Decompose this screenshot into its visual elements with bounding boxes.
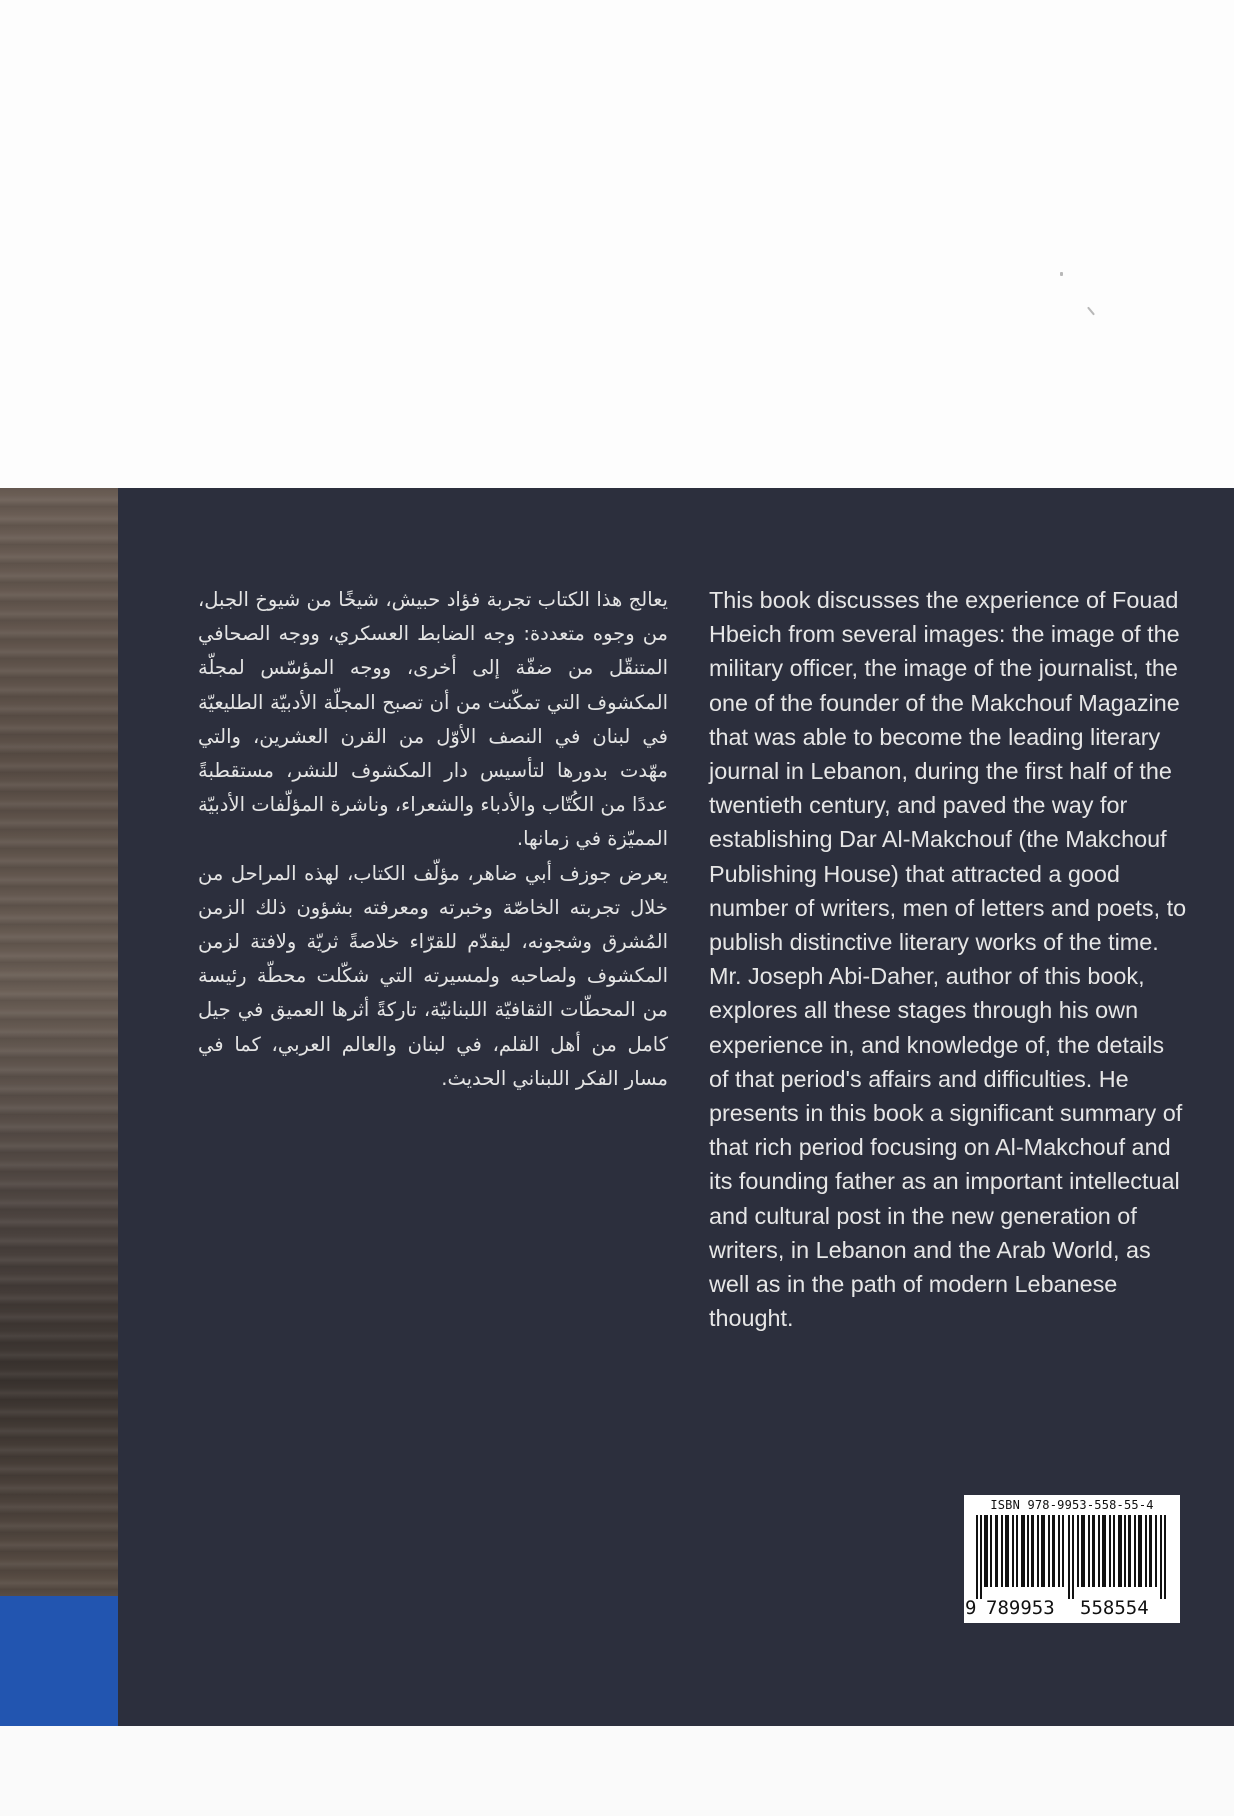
barcode-digits-left: 789953 [986,1597,1055,1619]
barcode-bars [970,1515,1174,1599]
arabic-paragraph-1: يعالج هذا الكتاب تجربة فؤاد حبيش، شيخًا من شيوخ الجبل، من وجوه متعددة: وجه الضابط العسكري، ووجه الصحافي المتنقّل من ضفّة إلى أخرى، ووجه المؤسّس لمجلّة المكشوف التي تمكّنت من أن تصبح المجلّة الأدبيّة الطليعيّة في لبنان في النصف الأوّل من القرن العشرين، والتي مهّدت بدورها لتأسيس دار المكشوف للنشر، مستقطبةً عددًا من الكُتّاب والأدباء والشعراء، وناشرة المؤلّفات الأدبيّة المميّزة في زمانها. [198,588,668,851]
barcode-digits [964,1597,1180,1621]
barcode-digit-first: 9 [965,1597,977,1619]
english-paragraph-2: Mr. Joseph Abi-Daher, author of this book, explores all these stages through his own experience in, and knowledge of, the details of that period's affairs and difficulties. He presents in this book a significant summary of that rich period focusing on Al-Makchouf and its founding father as an important intellectual and cultural post in the new generation of writers, in Lebanon and the Arab World, as well as in the path of modern Lebanese thought. [709,963,1183,1332]
blank-top-area [0,0,1234,488]
isbn-barcode [964,1495,1180,1623]
barcode-digits-right: 558554 [1080,1597,1149,1619]
arabic-paragraph-2: يعرض جوزف أبي ضاهر، مؤلّف الكتاب، لهذه المراحل من خلال تجربته الخاصّة وخبرته ومعرفته بشؤون ذلك الزمن المُشرق وشجونه، ليقدّم للقرّاء خلاصةً ثريّة ولافتة لزمن المكشوف ولصاحبه ولمسيرته التي شكّلت محطّة رئيسة من المحطّات الثقافيّة اللبنانيّة، تاركةً أثرها العميق في جيل كامل من أهل القلم، في لبنان والعالم العربي، كما في مسار الفكر اللبناني الحديث. [198,861,668,1090]
english-paragraph-1: This book discusses the experience of Fouad Hbeich from several images: the image of the military officer, the image of the journalist, the one of the founder of the Makchouf Magazine that was able to become the leading literary journal in Lebanon, during the first half of the twentieth century, and paved the way for establishing Dar Al-Makchouf (the Makchouf Publishing House) that attracted a good number of writers, men of letters and poets, to publish distinctive literary works of the time. [709,587,1187,956]
isbn-label: ISBN 978-9953-558-55-4 [990,1498,1154,1512]
blue-accent-strip [0,1596,118,1726]
paper-speck [1087,307,1095,316]
english-blurb [709,583,1189,1335]
arabic-blurb [198,583,668,1096]
blank-bottom-area [0,1726,1234,1816]
paper-speck [1060,272,1063,276]
wood-texture-strip [0,488,118,1598]
